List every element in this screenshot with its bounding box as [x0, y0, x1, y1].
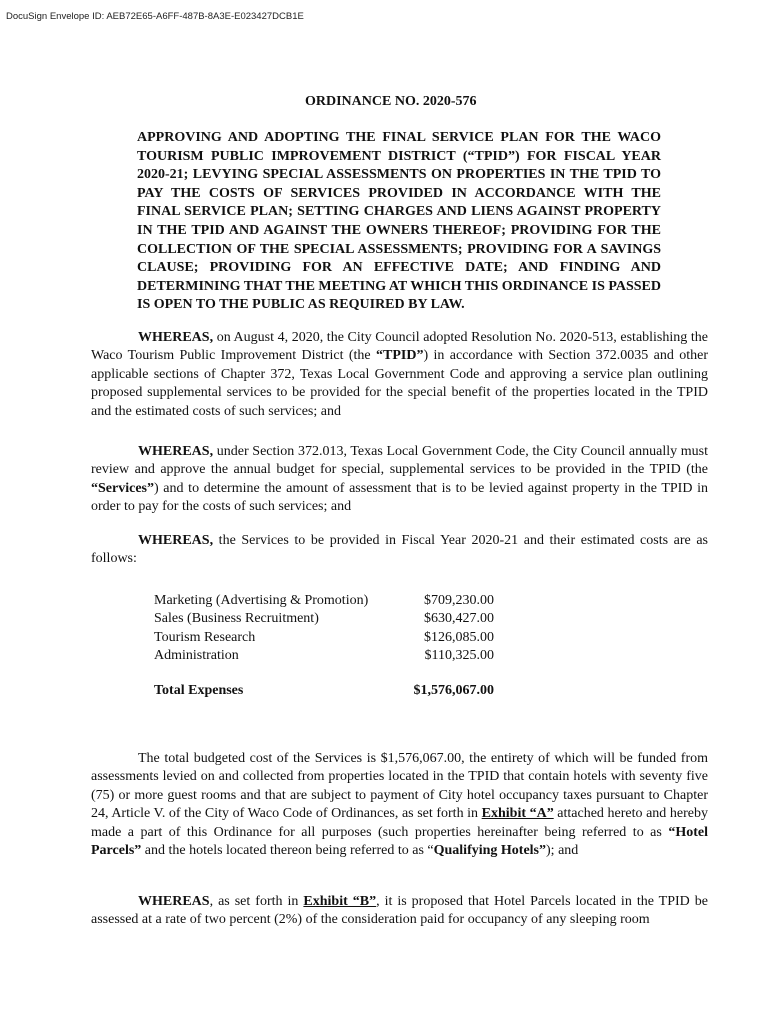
cost-row [154, 610, 494, 628]
defined-term-hotel-parcels: “Hotel Parcels” [91, 824, 708, 859]
whereas-paragraph-5 [91, 893, 708, 930]
docusign-envelope-id: DocuSign Envelope ID: AEB72E65-A6FF-487B-8A3E-E023427DCB1E [6, 11, 304, 22]
whereas-lead: WHEREAS, [138, 533, 214, 548]
whereas-lead: WHEREAS, [138, 330, 214, 345]
whereas-lead: WHEREAS, [138, 444, 214, 459]
paragraph-text: , as set forth in [209, 894, 304, 909]
cost-row [154, 647, 494, 665]
total-label: Total Expenses [154, 682, 244, 698]
defined-term-tpid: “TPID” [376, 348, 424, 364]
exhibit-b-link[interactable]: Exhibit “B” [303, 894, 377, 909]
cost-amount: $709,230.00 [424, 593, 494, 608]
paragraph-text: ); and [546, 843, 579, 859]
defined-term-services: “Services” [91, 480, 154, 496]
paragraph-text: the Services to be provided in Fiscal Year 2020-21 and their estimated costs are as follows: [91, 533, 708, 567]
defined-term-qualifying-hotels: Qualifying Hotels” [433, 843, 547, 859]
paragraph-text: , it is proposed that Hotel Parcels located in the TPID be assessed at a rate of two percent (2%) of the consideration paid for occupancy of any sleeping room [91, 894, 708, 928]
paragraph-text: on August 4, 2020, the City Council adopted Resolution No. 2020-513, establishing the Waco Tourism Public Improvement District (the [91, 330, 708, 364]
paragraph-text: attached hereto and hereby made a part of this Ordinance for all purposes (such properties hereinafter being referred to as [91, 806, 708, 840]
exhibit-a-link[interactable]: Exhibit “A” [481, 806, 554, 822]
cost-row [154, 592, 494, 610]
total-amount: $1,576,067.00 [413, 682, 494, 698]
paragraph-text: under Section 372.013, Texas Local Government Code, the City Council annually must review and approve the annual budget for special, supplemental services to be provided in the TPID (the [91, 444, 708, 478]
cost-label: Sales (Business Recruitment) [154, 611, 319, 627]
cost-row [154, 629, 494, 647]
ordinance-title: ORDINANCE NO. 2020-576 [305, 94, 477, 109]
paragraph-text: ) in accordance with Section 372.0035 and other applicable sections of Chapter 372, Texas Local Government Code and approving a service plan outlining proposed supplemental services to be provided for the special benefit of the properties located in the TPID and the estimated costs of such services; and [91, 348, 708, 419]
funding-paragraph [91, 750, 708, 860]
total-row [154, 682, 494, 700]
whereas-paragraph-2 [91, 443, 708, 517]
cost-label: Marketing (Advertising & Promotion) [154, 593, 369, 608]
services-cost-table [154, 592, 494, 700]
ordinance-caption: APPROVING AND ADOPTING THE FINAL SERVICE PLAN FOR THE WACO TOURISM PUBLIC IMPROVEMENT DISTRICT (“TPID”) FOR FISCAL YEAR 2020-21; LEVYING SPECIAL ASSESSMENTS ON PROPERTIES IN THE TPID TO PAY THE COSTS OF SERVICES PROVIDED IN ACCORDANCE WITH THE FINAL SERVICE PLAN; SETTING CHARGES AND LIENS AGAINST PROPERTY IN THE TPID AND AGAINST THE OWNERS THEREOF; PROVIDING FOR THE COLLECTION OF THE SPECIAL ASSESSMENTS; PROVIDING FOR A SAVINGS CLAUSE; PROVIDING FOR AN EFFECTIVE DATE; AND FINDING AND DETERMINING THAT THE MEETING AT WHICH THIS ORDINANCE IS PASSED IS OPEN TO THE PUBLIC AS REQUIRED BY LAW. [137, 130, 661, 313]
paragraph-text: The total budgeted cost of the Services is $1,576,067.00, the entirety of which will be funded from assessments levied on and collected from properties located in the TPID that contain hotels with seventy five (75) or more guest rooms and that are subject to payment of City hotel occupancy taxes pursuant to Chapter 24, Article V. of the City of Waco Code of Ordinances, as set forth in [91, 751, 708, 822]
paragraph-text: ) and to determine the amount of assessment that is to be levied against property in the TPID in order to pay for the costs of such services; and [91, 480, 708, 515]
cost-amount: $630,427.00 [424, 611, 494, 627]
cost-amount: $110,325.00 [424, 648, 494, 664]
paragraph-text: and the hotels located thereon being referred to as “ [141, 843, 434, 859]
whereas-paragraph-3 [91, 532, 708, 569]
whereas-lead: WHEREAS [138, 894, 210, 909]
cost-amount: $126,085.00 [424, 629, 494, 645]
cost-label: Tourism Research [154, 629, 256, 645]
whereas-paragraph-1 [91, 329, 708, 421]
cost-label: Administration [154, 648, 239, 664]
